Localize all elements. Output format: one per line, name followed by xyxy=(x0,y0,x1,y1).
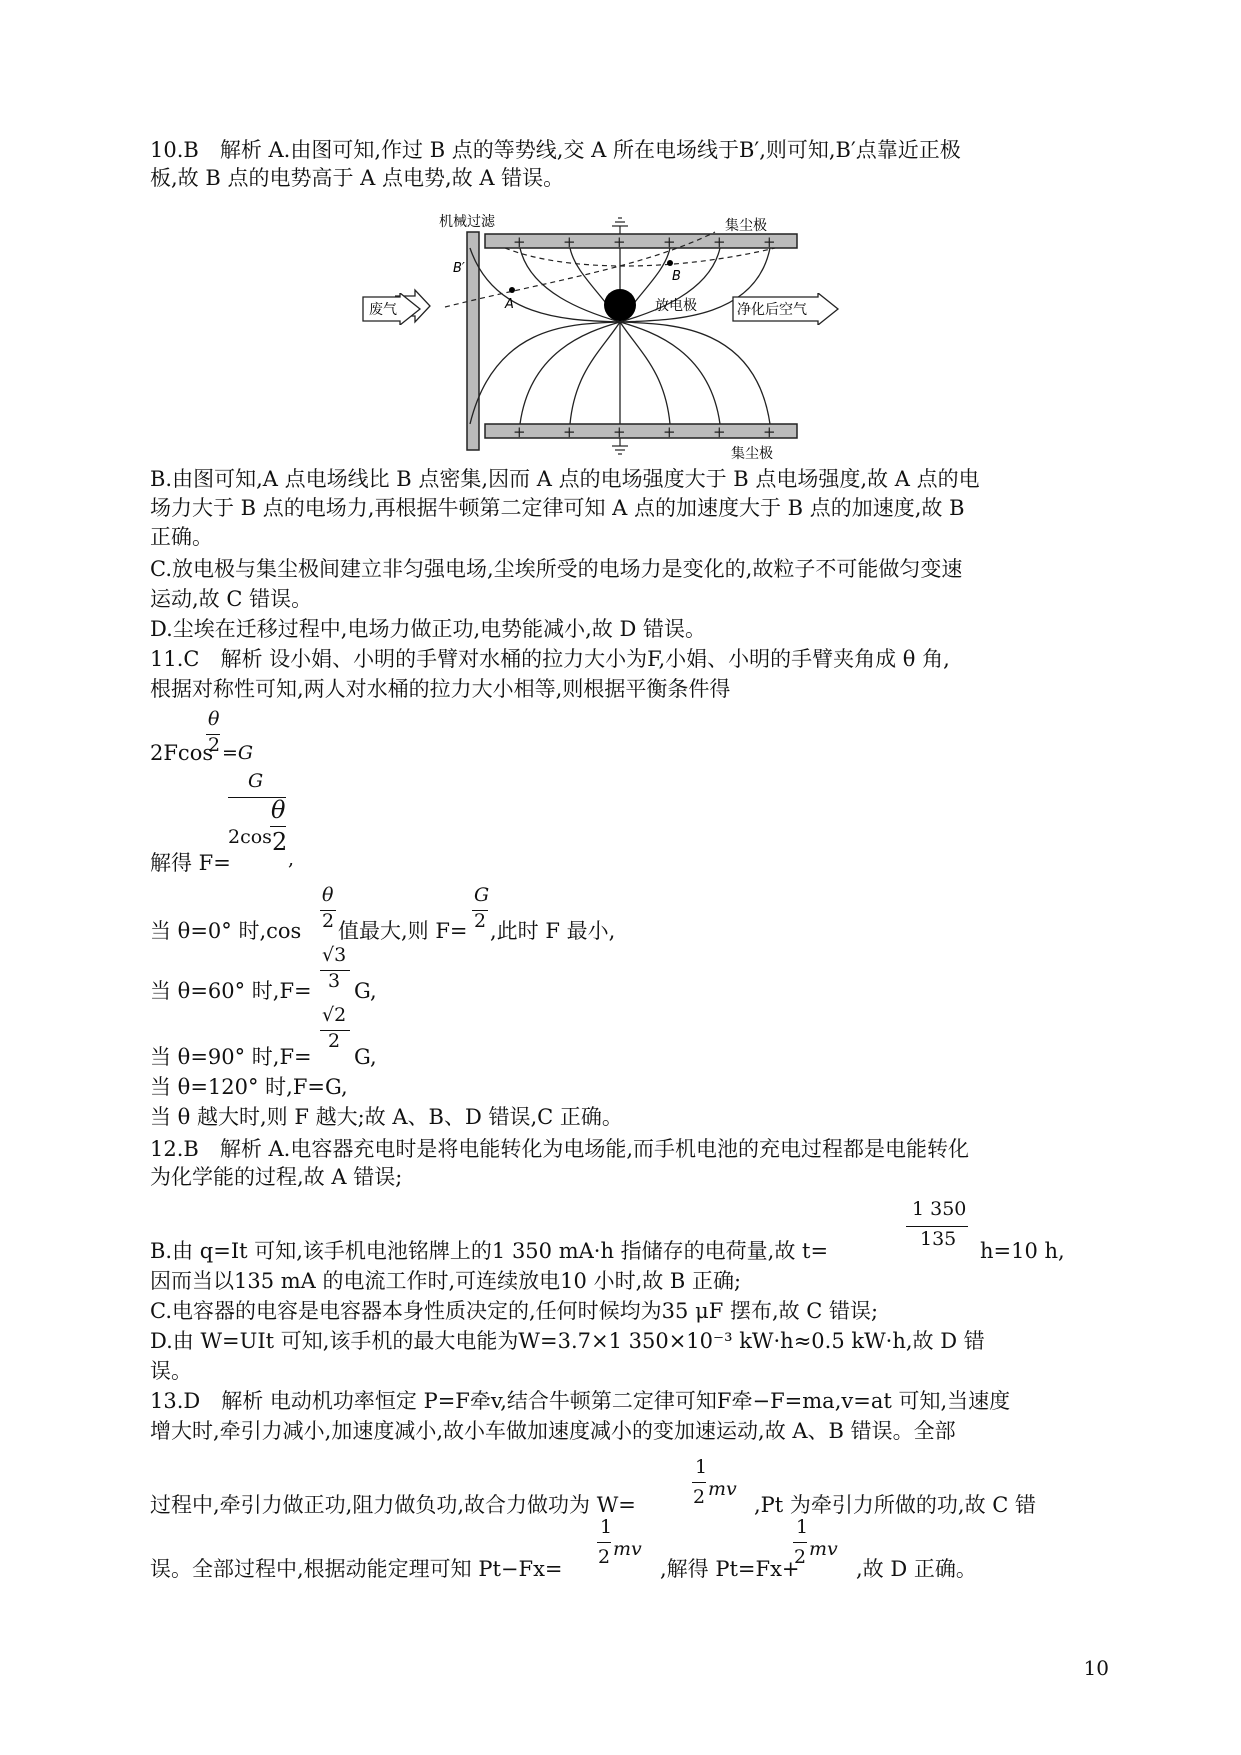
q13-k1-den: 2 xyxy=(598,1546,611,1568)
q10-line-7: 运动,故 C 错误。 xyxy=(150,587,313,611)
q11-conclusion: 当 θ 越大时,则 F 越大;故 A、B、D 错误,C 正确。 xyxy=(150,1105,623,1129)
q13-k1-bar xyxy=(597,1542,611,1543)
svg-text:+: + xyxy=(663,233,676,251)
exhaust-text: 废气 xyxy=(369,302,397,318)
page-number: 10 xyxy=(1083,1656,1109,1680)
top-ground-symbol xyxy=(612,218,628,234)
q13-k2-mv: mv xyxy=(809,1538,838,1560)
q13-k2-bar xyxy=(793,1542,807,1543)
q12-line-3b: h=10 h, xyxy=(980,1239,1065,1263)
eq1-left: 2Fcos xyxy=(150,741,214,765)
svg-text:+: + xyxy=(713,423,726,441)
eq1-two: 2 xyxy=(208,734,221,756)
c1-two: 2 xyxy=(322,910,335,932)
q10-line-6: C.放电极与集尘极间建立非匀强电场,尘埃所受的电场力是变化的,故粒子不可能做匀变速 xyxy=(150,557,963,581)
c3-two: 2 xyxy=(328,1030,341,1052)
svg-text:+: + xyxy=(713,233,726,251)
filter-label: 机械过滤 xyxy=(439,214,495,230)
case-0-a: 当 θ=0° 时,cos xyxy=(150,919,302,943)
c1-theta: θ xyxy=(322,884,334,906)
q11-line-2: 根据对称性可知,两人对水桶的拉力大小相等,则根据平衡条件得 xyxy=(150,677,731,701)
case-0-b: 值最大,则 F= xyxy=(338,919,468,943)
q10-line-5: 正确。 xyxy=(150,525,213,549)
point-bprime-label: B′ xyxy=(453,261,465,276)
q13-k2-den: 2 xyxy=(794,1546,807,1568)
q12-line-6: D.由 W=UIt 可知,该手机的最大电能为W=3.7×1 350×10⁻³ kW·h≈0.5 kW·h,故 D 错 xyxy=(150,1329,985,1353)
svg-text:+: + xyxy=(563,423,576,441)
solve-cos: 2cos xyxy=(228,826,272,848)
solve-comma: , xyxy=(288,848,295,870)
svg-text:+: + xyxy=(763,423,776,441)
q12-bar xyxy=(906,1226,968,1227)
svg-text:+: + xyxy=(763,233,776,251)
point-a-label: A xyxy=(505,297,514,312)
eq1-theta: θ xyxy=(208,708,220,730)
solve-theta: θ xyxy=(271,796,286,824)
q10-line-2: 板,故 B 点的电势高于 A 点电势,故 A 错误。 xyxy=(150,166,565,190)
q13-k1-num: 1 xyxy=(600,1516,613,1538)
q10-line-3: B.由图可知,A 点电场线比 B 点密集,因而 A 点的电场强度大于 B 点电场强度,故 A 点的电 xyxy=(150,467,980,491)
discharge-label: 放电极 xyxy=(655,298,697,314)
q13-w-den: 2 xyxy=(693,1486,706,1508)
q13-k2-num: 1 xyxy=(796,1516,809,1538)
q13-line-4b: ,解得 Pt=Fx+ xyxy=(660,1557,800,1581)
q12-num: 1 350 xyxy=(912,1198,967,1220)
solve-two: 2 xyxy=(272,828,288,856)
q13-line-4c: ,故 D 正确。 xyxy=(856,1557,977,1581)
q12-line-7: 误。 xyxy=(150,1359,192,1383)
q13-line-3a: 过程中,牵引力做正功,阻力做负功,故合力做功为 W= xyxy=(150,1493,636,1517)
q13-line-1: 13.D 解析 电动机功率恒定 P=F牵v,结合牛顿第二定律可知F牵−F=ma,v=at 可知,当速度 xyxy=(150,1389,1011,1413)
q12-den: 135 xyxy=(920,1228,957,1250)
q10-line-1: 10.B 解析 A.由图可知,作过 B 点的等势线,交 A 所在电场线于B′,则可知,B′点靠近正极 xyxy=(150,138,961,162)
clean-air-arrow-box xyxy=(732,293,840,325)
q13-line-4a: 误。全部过程中,根据动能定理可知 Pt−Fx= xyxy=(150,1557,563,1581)
q13-line-3b: ,Pt 为牵引力所做的功,故 C 错 xyxy=(754,1493,1037,1517)
solve-G: G xyxy=(248,770,264,792)
q12-line-3a: B.由 q=It 可知,该手机电池铭牌上的1 350 mA·h 指储存的电荷量,故 t= xyxy=(150,1239,829,1263)
svg-text:+: + xyxy=(563,233,576,251)
case-120: 当 θ=120° 时,F=G, xyxy=(150,1075,348,1099)
solve-label: 解得 F= xyxy=(150,851,231,875)
top-collector-label: 集尘极 xyxy=(725,218,767,234)
point-a xyxy=(509,287,515,293)
case-90-b: G, xyxy=(354,1045,377,1069)
case-60-b: G, xyxy=(354,979,377,1003)
q10-line-8: D.尘埃在迁移过程中,电场力做正功,电势能减小,故 D 错误。 xyxy=(150,617,706,641)
q13-w-mv: mv xyxy=(708,1478,737,1500)
q12-line-1: 12.B 解析 A.电容器充电时是将电能转化为电场能,而手机电池的充电过程都是电能转化 xyxy=(150,1137,970,1161)
case-60-a: 当 θ=60° 时,F= xyxy=(150,979,312,1003)
q13-w-num: 1 xyxy=(695,1456,708,1478)
discharge-electrode xyxy=(604,289,636,321)
q12-line-4: 因而当以135 mA 的电流工作时,可连续放电10 小时,故 B 正确; xyxy=(150,1269,742,1293)
c2-three: 3 xyxy=(328,970,341,992)
q11-line-1: 11.C 解析 设小娟、小明的手臂对水桶的拉力大小为F,小娟、小明的手臂夹角成 θ 角, xyxy=(150,647,950,671)
svg-text:+: + xyxy=(513,423,526,441)
q13-w-bar xyxy=(692,1482,706,1483)
point-b xyxy=(667,260,673,266)
svg-text:+: + xyxy=(613,233,626,251)
bottom-collector-plate xyxy=(485,424,797,438)
c1-G: G xyxy=(474,884,490,906)
exhaust-arrow-box xyxy=(362,293,422,325)
q12-line-5: C.电容器的电容是电容器本身性质决定的,任何时候均为35 μF 摆布,故 C 错误; xyxy=(150,1299,879,1323)
case-0-c: ,此时 F 最小, xyxy=(490,919,616,943)
svg-text:+: + xyxy=(663,423,676,441)
point-b-label: B xyxy=(672,269,681,284)
c3-sqrt2: √2 xyxy=(322,1004,347,1026)
svg-text:+: + xyxy=(513,233,526,251)
case-90-a: 当 θ=90° 时,F= xyxy=(150,1045,312,1069)
q13-line-2: 增大时,牵引力减小,加速度减小,故小车做加速度减小的变加速运动,故 A、B 错误。全部 xyxy=(150,1419,956,1443)
precipitator-diagram xyxy=(395,212,845,462)
svg-text:+: + xyxy=(613,423,626,441)
field-lines xyxy=(470,248,770,424)
c2-sqrt3: √3 xyxy=(322,944,347,966)
solve-theta-bar xyxy=(270,826,286,827)
clean-air-text: 净化后空气 xyxy=(737,302,807,318)
top-collector-plate xyxy=(485,234,797,248)
q10-line-4: 场力大于 B 点的电场力,再根据牛顿第二定律可知 A 点的加速度大于 B 点的加速度,故 B xyxy=(150,496,965,520)
bottom-collector-label: 集尘极 xyxy=(731,446,773,462)
c1-two2: 2 xyxy=(474,910,487,932)
q12-line-2: 为化学能的过程,故 A 错误; xyxy=(150,1165,403,1189)
eq1-right: =G xyxy=(222,742,254,764)
q13-k1-mv: mv xyxy=(613,1538,642,1560)
